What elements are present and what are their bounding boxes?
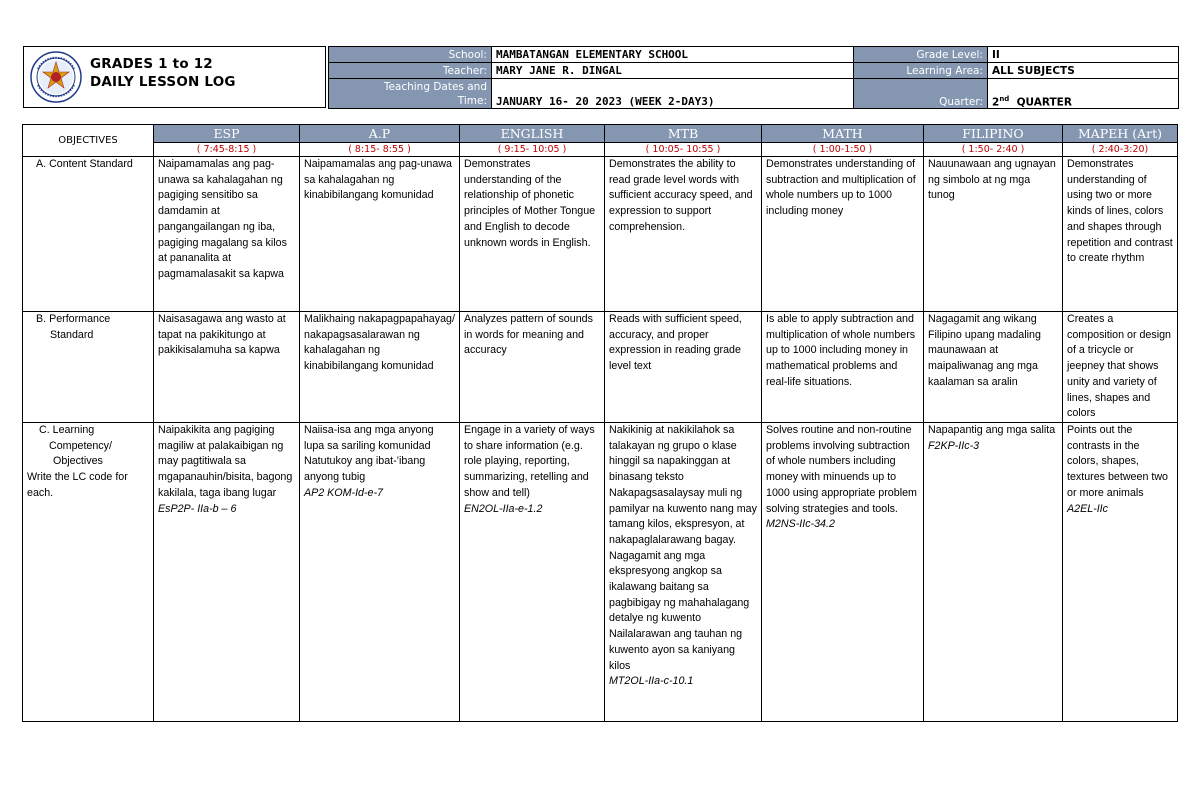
performance-standard-mapeh: Creates a composition or design of a tricycle or jeepney that shows unity and variety of lines, shapes and colors [1063,312,1178,423]
competency-math-code: M2NS-IIc-34.2 [766,518,835,531]
competency-ap [300,423,460,722]
competency-filipino-text: Napapantig ang mga salita [928,424,1056,436]
competency-english-code: EN2OL-IIa-e-1.2 [464,502,543,515]
performance-standard-filipino: Nagagamit ang wikang Filipino upang madaling maunawaan at maipaliwanag ang mga kaalaman sa aralin [924,312,1063,423]
quarter-label: Quarter: [854,79,988,109]
quarter-number: 2 [992,96,1000,108]
content-standard-filipino: Nauunawaan ang ugnayan ng simbolo at ng mga tunog [924,157,1063,312]
subject-header-math: MATH [762,125,924,143]
row-label-competency-line2: Competency/ [49,439,112,452]
row-label-competency-line4: Write the LC code for each. [27,471,128,499]
deped-seal-logo [30,51,82,103]
competency-filipino [924,423,1063,722]
performance-standard-esp: Naisasagawa ang wasto at tapat na pakikitungo at pakikisalamuha sa kapwa [154,312,300,423]
objectives-header: OBJECTIVES [23,125,154,157]
subject-time-esp: ( 7:45-8:15 ) [154,143,300,157]
competency-math [762,423,924,722]
quarter-suffix: nd [999,94,1010,103]
teaching-dates-value: JANUARY 16- 20 2023 (WEEK 2-DAY3) [492,79,854,109]
content-standard-mapeh: Demonstrates understanding of using two or more kinds of lines, colors and shapes through repetition and contrast to create rhythm [1063,157,1178,312]
performance-standard-mtb: Reads with sufficient speed, accuracy, and proper expression in reading grade level text [605,312,762,423]
row-label-content-standard: A. Content Standard [23,157,154,312]
grade-level-label: Grade Level: [854,47,988,63]
competency-math-text: Solves routine and non-routine problems involving subtraction of whole numbers including money with minuends up to 1000 using appropriate problem solving strategies and tools. [766,424,917,515]
subject-header-ap: A.P [300,125,460,143]
performance-standard-math: Is able to apply subtraction and multiplication of whole numbers up to 1000 including money in mathematical problems and real-life situations. [762,312,924,423]
competency-mtb [605,423,762,722]
competency-mapeh [1063,423,1178,722]
log-title-line1: GRADES 1 to 12 [90,56,213,72]
competency-esp [154,423,300,722]
competency-english-text: Engage in a variety of ways to share information (e.g. role playing, reporting, summarizing, retelling and show and tell) [464,424,595,499]
quarter-text: QUARTER [1009,96,1072,108]
row-label-performance-standard [23,312,154,423]
subject-header-mapeh: MAPEH (Art) [1063,125,1178,143]
competency-mtb-code: MT2OL-IIa-c-10.1 [609,675,694,688]
subject-time-mapeh: ( 2:40-3:20) [1063,143,1178,157]
performance-standard-ap: Malikhaing nakapagpapahayag/ nakapagsasalarawan ng kahalagahan ng kinabibilangang komunidad [300,312,460,423]
subject-header-filipino: FILIPINO [924,125,1063,143]
content-standard-english: Demonstrates understanding of the relationship of phonetic principles of Mother Tongue and English to decode unknown words in English. [460,157,605,312]
table-row-performance-standard [23,312,1178,423]
subject-time-math: ( 1:00-1:50 ) [762,143,924,157]
log-title-line2: DAILY LESSON LOG [90,74,236,90]
teaching-dates-label-2: Time: [457,94,487,107]
subject-time-filipino: ( 1:50- 2:40 ) [924,143,1063,157]
content-standard-esp: Naipamamalas ang pag-unawa sa kahalagahan ng pagiging sensitibo sa damdamin at pangangailangan ng iba, pagiging magalang sa kilos at pananalita at pagmamalasakit sa kapwa [154,157,300,312]
teaching-dates-label [329,79,492,109]
subject-header-english: ENGLISH [460,125,605,143]
competency-ap-code: AP2 KOM-Id-e-7 [304,486,383,499]
row-label-competency-line3: Objectives [53,455,103,468]
row-label-performance-line2: Standard [50,328,94,341]
subject-time-english: ( 9:15- 10:05 ) [460,143,605,157]
quarter-value [988,79,1179,109]
grade-level-value: II [988,47,1179,63]
performance-standard-english: Analyzes pattern of sounds in words for meaning and accuracy [460,312,605,423]
title-box [23,46,326,108]
content-standard-ap: Naipamamalas ang pag-unawa sa kahalagahan ng kinabibilangang komunidad [300,157,460,312]
row-label-competency-line1: C. Learning [39,424,95,436]
competency-mapeh-text: Points out the contrasts in the colors, shapes, textures between two or more animals [1067,424,1168,499]
school-label: School: [329,47,492,63]
subject-time-mtb: ( 10:05- 10:55 ) [605,143,762,157]
content-standard-mtb: Demonstrates the ability to read grade level words with sufficient accuracy speed, and expression to support comprehension. [605,157,762,312]
teacher-value: MARY JANE R. DINGAL [492,63,854,79]
learning-area-label: Learning Area: [854,63,988,79]
row-label-learning-competency [23,423,154,722]
competency-esp-text: Naipakikita ang pagiging magiliw at palakaibigan ng may pagtitiwala sa mgapanauhin/bisita, bagong kakilala, taga ibang lugar [158,424,293,499]
teacher-label: Teacher: [329,63,492,79]
competency-english [460,423,605,722]
table-row-content-standard [23,157,1178,312]
subject-header-mtb: MTB [605,125,762,143]
content-standard-math: Demonstrates understanding of subtraction and multiplication of whole numbers up to 1000 including money [762,157,924,312]
teaching-dates-label-1: Teaching Dates and [383,80,487,93]
row-label-performance-line1: B. Performance [36,313,111,325]
competency-mapeh-code: A2EL-IIc [1067,502,1108,515]
competency-filipino-code: F2KP-IIc-3 [928,439,980,452]
competency-mtb-text: Nakikinig at nakikilahok sa talakayan ng grupo o klase hinggil sa napakinggan at binasang teksto Nakapagsasalaysay muli ng pamilyar na kuwento nang may tamang kilos, ekspresyon, at nakapaglalarawang bagay. Nagagamit ang mga ekspresyong angkop sa ikalawang baitang sa pagbibigay ng mahahalagang detalye ng kuwento Nailalarawan ang tauhan ng kuwento ayon sa kaniyang kilos [609,424,757,672]
header-info-table [328,46,1179,109]
table-row-learning-competency [23,423,1178,722]
school-value: MAMBATANGAN ELEMENTARY SCHOOL [492,47,854,63]
subject-time-ap: ( 8:15- 8:55 ) [300,143,460,157]
competency-ap-text: Naiisa-isa ang mga anyong lupa sa sariling komunidad Natutukoy ang ibat-’ibang anyong tubig [304,424,434,484]
learning-area-value: ALL SUBJECTS [988,63,1179,79]
lesson-log-table [22,124,1178,722]
competency-esp-code: EsP2P- IIa-b – 6 [158,502,237,515]
subject-header-esp: ESP [154,125,300,143]
